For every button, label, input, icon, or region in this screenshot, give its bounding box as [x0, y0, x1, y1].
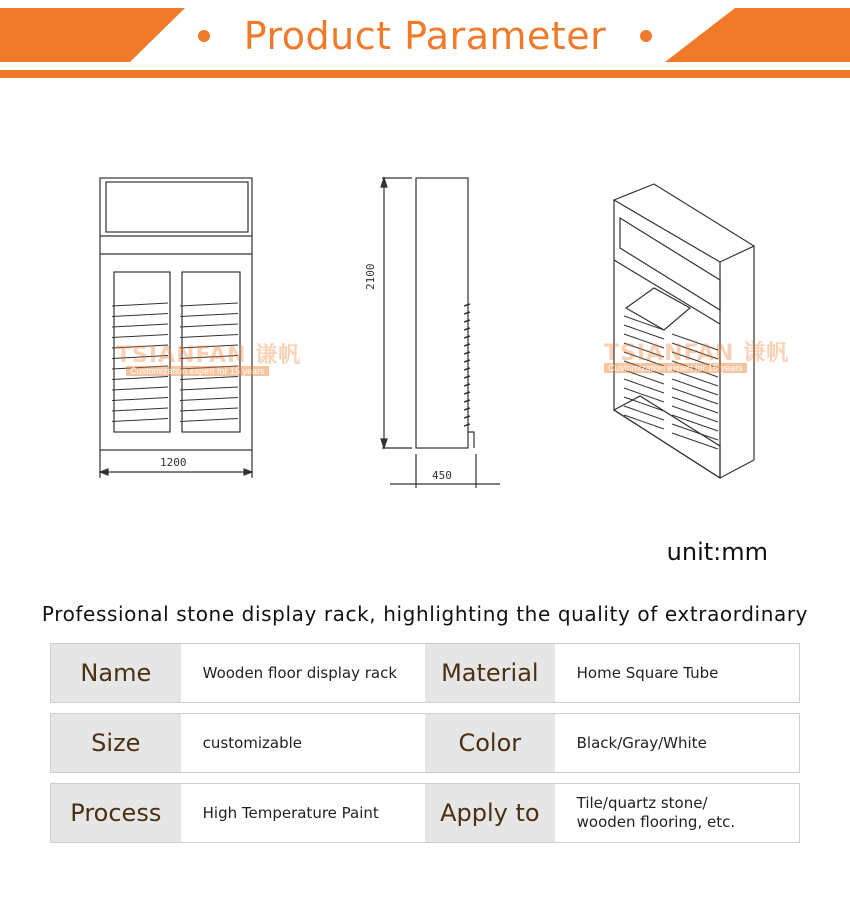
param-value-color: Black/Gray/White — [555, 714, 799, 772]
watermark-brand-2: TSIANFAN 谦帆 — [604, 341, 790, 366]
param-value-apply-to: Tile/quartz stone/ wooden flooring, etc. — [555, 784, 799, 842]
param-label-apply-to: Apply to — [425, 784, 555, 842]
parameter-table — [50, 643, 800, 853]
param-label-size: Size — [51, 714, 181, 772]
watermark-tagline-2: Customization expert for 15 years — [604, 363, 747, 373]
param-row-2 — [50, 713, 800, 773]
technical-drawings — [0, 160, 850, 500]
front-width-label: 1200 — [160, 456, 187, 469]
param-label-color: Color — [425, 714, 555, 772]
header-title: Product Parameter — [243, 14, 607, 58]
side-height-label: 2100 — [364, 263, 377, 290]
product-tagline: Professional stone display rack, highlighting the quality of extraordinary — [41, 602, 809, 626]
unit-label: unit:mm — [666, 538, 768, 566]
param-value-size: customizable — [181, 714, 425, 772]
front-view — [100, 178, 252, 478]
param-value-name: Wooden floor display rack — [181, 644, 425, 702]
watermark-tagline-1: Customization expert for 15 years — [126, 366, 269, 376]
param-value-material: Home Square Tube — [555, 644, 799, 702]
param-label-material: Material — [425, 644, 555, 702]
param-row-3 — [50, 783, 800, 843]
watermark-brand-1: TSIANFAN 谦帆 — [116, 343, 302, 368]
param-value-process: High Temperature Paint — [181, 784, 425, 842]
bullet-dot-left — [198, 30, 210, 42]
side-view — [381, 178, 500, 488]
perspective-view — [614, 184, 754, 478]
side-depth-label: 450 — [432, 469, 452, 482]
header-title-wrap — [0, 14, 850, 58]
bullet-dot-right — [640, 30, 652, 42]
section-header — [0, 0, 850, 80]
param-label-name: Name — [51, 644, 181, 702]
param-row-1 — [50, 643, 800, 703]
drawings-svg — [0, 160, 850, 500]
param-label-process: Process — [51, 784, 181, 842]
